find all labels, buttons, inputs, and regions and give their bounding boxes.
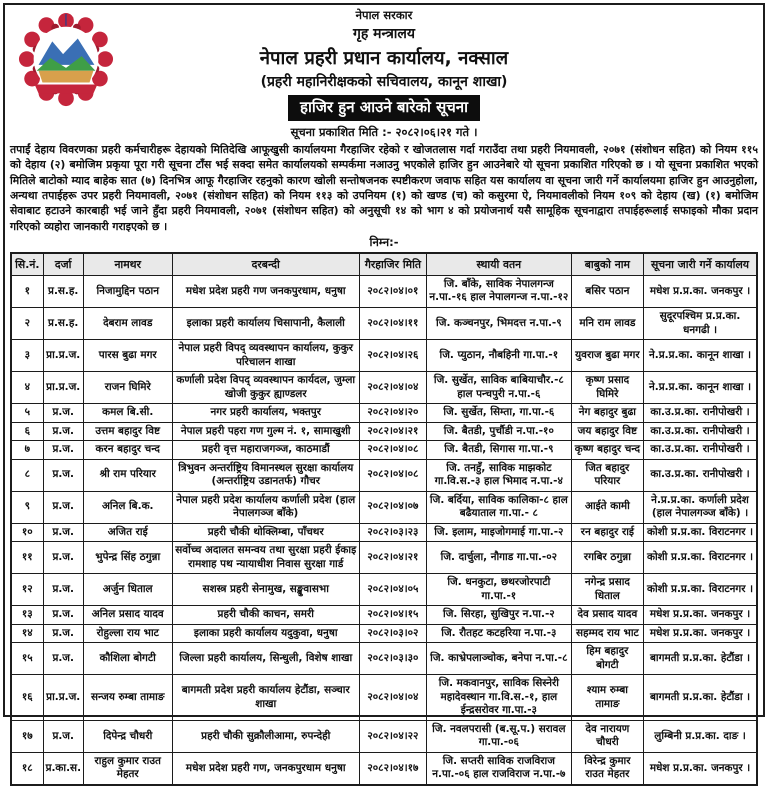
table-cell: कोशी प्र.प्र.का. विराटनगर । [644,574,757,606]
table-cell: सन्जय रुम्बा तामाङ [83,675,172,721]
table-cell: जित बहादुर परियार [571,459,643,491]
table-cell: पारस बुढा मगर [83,340,172,372]
notice-title-band: हाजिर हुन आउने बारेको सूचना [288,95,480,121]
notice-document [3,3,765,781]
table-cell: आईते कामी [571,491,643,523]
table-cell: प्र.ज. [43,523,83,542]
table-cell: २०८२।०४।०४ [359,372,426,404]
table-cell: जय बहादुर विष्ट [571,422,643,441]
table-cell: निजामुद्दिन पठान [83,275,172,307]
table-cell: नेपाल प्रहरी प्रदेश कार्यालय कर्णाली प्रदेश (हाल नेपालगञ्ज बाँके) [172,491,359,523]
table-cell: प्र.स.ह. [43,275,83,307]
table-cell: २०८२।०४।२० [359,404,426,423]
table-cell: २०८२।०४।०७ [359,491,426,523]
table-cell: मधेश प्र.प्र.का. जनकपुर । [644,606,757,625]
table-cell: नेपाल प्रहरी पहरा गण गुल्म नं. १, सामाखुशी [172,422,359,441]
table-cell: हिम बहादुर बोगटी [571,643,643,675]
table-cell: २०८२।०४।०५ [359,574,426,606]
table-cell: प्र.का.स. [43,752,83,785]
table-cell: प्र.ज. [43,441,83,460]
table-cell: मधेश प्र.प्र.का. जनकपुर । [644,752,757,785]
table-cell: त्रिभुवन अन्तर्राष्ट्रिय विमानस्थल सुरक्षा कार्यालय (अन्तर्राष्ट्रिय उडानतर्फ) गौचर [172,459,359,491]
table-cell: का.उ.प्र.का. रानीपोखरी । [644,422,757,441]
table-cell: राहुल कुमार राउत मेहतर [83,752,172,785]
table-cell: देव प्रसाद यादव [571,606,643,625]
table-cell: प्र.ज. [43,491,83,523]
table-cell: देबराम लावड [83,308,172,340]
table-cell: १५ [11,643,43,675]
column-header: गैरहाजिर मिति [359,253,426,276]
table-cell: अनिल बि.क. [83,491,172,523]
table-cell: ११ [11,542,43,574]
table-cell: दिपेन्द्र चौधरी [83,720,172,752]
table-row [11,574,757,606]
table-cell: १७ [11,720,43,752]
document-header [10,8,758,140]
table-cell: जि. काभ्रेपलाञ्चोक, बनेपा न.पा.-८ [426,643,571,675]
table-cell: बागमती प्र.प्र.का. हेटौंडा । [644,675,757,721]
table-cell: देव नारायण चौधरी [571,720,643,752]
table-cell: प्रहरी चौकी काचन, समरी [172,606,359,625]
table-cell: ६ [11,422,43,441]
table-cell: प्रा.प्र.ज. [43,675,83,721]
table-cell: १८ [11,752,43,785]
table-cell: इलाका प्रहरी कार्यालय यदुकुवा, धनुषा [172,624,359,643]
table-row [11,422,757,441]
table-cell: ने.प्र.प्र.का. कर्णाली प्रदेश (हाल नेपालगञ्ज बाँके) । [644,491,757,523]
table-cell: कौशिला बोगटी [83,643,172,675]
table-cell: प्रहरी चौकी सुक्रौलीआमा, रुपन्देही [172,720,359,752]
table-cell: जि. बैतडी, पुर्चौडी न.पा.-१० [426,422,571,441]
table-cell: श्री राम परियार [83,459,172,491]
table-cell: २०८२।०४।०१ [359,275,426,307]
table-cell: सर्वोच्च अदालत समन्वय तथा सुरक्षा प्रहरी ईकाइ रामशाह पथ न्यायाधीश निवास सुरक्षा गार्ड [172,542,359,574]
column-header: सूचना जारी गर्ने कार्यालय [644,253,757,276]
table-cell: २ [11,308,43,340]
table-cell: जि. बर्दिया, साविक कालिका-८ हाल बढैयाताल गा.पा.- ८ [426,491,571,523]
table-cell: लुम्बिनी प्र.प्र.का. दाङ । [644,720,757,752]
table-cell: श्याम रुम्बा तामाङ [571,675,643,721]
table-cell: ने.प्र.प्र.का. कानून शाखा । [644,340,757,372]
table-cell: कृष्ण प्रसाद घिमिरे [571,372,643,404]
table-row [11,491,757,523]
table-cell: अजित राई [83,523,172,542]
table-cell: अर्जुन धिताल [83,574,172,606]
table-row [11,720,757,752]
table-cell: सशस्त्र प्रहरी सेनामुख, सङ्खुवासभा [172,574,359,606]
table-row [11,404,757,423]
table-row [11,441,757,460]
table-cell: जि. बैतडी, सिगास गा.पा.-९ [426,441,571,460]
table-cell: रोहुल्ला राय भाट [83,624,172,643]
table-cell: जि. सुर्खेत, साविक बाबियाचौर.-८ हाल पन्चपुरी न.पा.-६ [426,372,571,404]
table-cell: १४ [11,624,43,643]
table-cell: प्र.ज. [43,404,83,423]
table-cell: मनि राम लावड [571,308,643,340]
table-cell: ने.प्र.प्र.का. कानून शाखा । [644,372,757,404]
table-cell: बसिर पठान [571,275,643,307]
table-cell: १० [11,523,43,542]
table-cell: करन बहादुर चन्द [83,441,172,460]
table-cell: २०८२।०४।२१ [359,422,426,441]
table-cell: २०८२।०३।०२ [359,624,426,643]
table-cell: मधेश प्र.प्र.का. जनकपुर । [644,624,757,643]
table-row [11,459,757,491]
table-cell: जि. दार्चुला, नौगाड गा.पा.-०२ [426,542,571,574]
column-header: सि.नं. [11,253,43,276]
column-header: बाबुको नाम [571,253,643,276]
table-cell: बागमती प्रदेश प्रहरी कार्यालय हेटौंडा, सञ्चार शाखा [172,675,359,721]
table-cell: २०८२।०४।०४ [359,675,426,721]
table-cell: प्र.ज. [43,422,83,441]
nepal-government-emblem-icon [16,12,116,110]
table-cell: २०८२।०४।२२ [359,720,426,752]
list-intro: निम्न:- [369,234,399,249]
table-cell: प्रा.प्र.ज. [43,340,83,372]
table-cell: मधेश प्र.प्र.का. जनकपुर । [644,275,757,307]
table-cell: इलाका प्रहरी कार्यालय चिसापानी, कैलाली [172,308,359,340]
table-row [11,372,757,404]
table-cell: जि. बाँके, साविक नेपालगन्ज न.पा.-१६ हाल नेपालगन्ज न.पा.-१२ [426,275,571,307]
table-cell: प्र.ज. [43,542,83,574]
table-cell: कोशी प्र.प्र.का. विराटनगर । [644,523,757,542]
table-cell: बागमती प्र.प्र.का. हेटौंडा । [644,643,757,675]
published-date: सूचना प्रकाशित मिति :- २०८२।०६।२१ गते । [290,125,478,139]
table-cell: प्रहरी चौकी थोक्लिम्बा, पाँचथर [172,523,359,542]
table-cell: ७ [11,441,43,460]
table-cell: २०८२।०४।०८ [359,441,426,460]
table-cell: कमल बि.सी. [83,404,172,423]
table-cell: मधेश प्रदेश प्रहरी गण जनकपुरधाम, धनुषा [172,275,359,307]
table-cell: १ [11,275,43,307]
table-cell: प्र.ज. [43,606,83,625]
column-header: दरबन्दी [172,253,359,276]
table-cell: २०८२।०४।२१ [359,542,426,574]
table-cell: २०८२।०४।२६ [359,340,426,372]
table-cell: २०८२।०४।११ [359,308,426,340]
table-cell: २०८२।०३।३० [359,643,426,675]
table-cell: २०८२।०४।१५ [359,606,426,625]
column-header: स्थायी वतन [426,253,571,276]
table-cell: जि. सिरहा, सुखिपुर न.पा.-२ [426,606,571,625]
table-row [11,606,757,625]
table-cell: १३ [11,606,43,625]
table-cell: जि. धनकुटा, छथरजोरपाटी गा.पा.-१ [426,574,571,606]
table-cell: सहम्मद राय भाट [571,624,643,643]
table-cell: मधेश प्रदेश प्रहरी गण, जनकपुरधाम धनुषा [172,752,359,785]
table-body [11,275,757,784]
table-cell: प्र.ज. [43,459,83,491]
table-cell: नगेन्द्र प्रसाद धिताल [571,574,643,606]
ministry-name: गृह मन्त्रालय [352,26,416,42]
table-cell: नगर प्रहरी कार्यालय, भक्तपुर [172,404,359,423]
table-cell: नेग बहादुर बुढा [571,404,643,423]
table-cell: ३ [11,340,43,372]
table-cell: २०८२।०३।२३ [359,523,426,542]
table-row [11,752,757,785]
table-cell: सुदूरपश्चिम प्र.प्र.का. धनगढी । [644,308,757,340]
table-cell: जि. नवलपरासी (ब.सू.प.) सरावल गा.पा.-०६ [426,720,571,752]
table-cell: जि. इलाम, माइजोगमाई गा.पा.-२ [426,523,571,542]
table-row [11,340,757,372]
government-name: नेपाल सरकार [355,8,413,22]
table-cell: कर्णाली प्रदेश विपद् व्यवस्थापन कार्यदल, जुम्ला खोजी कुकुर ह्याण्डलर [172,372,359,404]
table-cell: प्र.ज. [43,574,83,606]
table-cell: का.उ.प्र.का. रानीपोखरी । [644,459,757,491]
table-cell: अनिल प्रसाद यादव [83,606,172,625]
column-header: दर्जा [43,253,83,276]
office-name: नेपाल प्रहरी प्रधान कार्यालय, नक्साल [259,48,509,69]
table-row [11,675,757,721]
table-cell: २०८२।०४।१७ [359,752,426,785]
table-cell: का.उ.प्र.का. रानीपोखरी । [644,441,757,460]
table-cell: का.उ.प्र.का. रानीपोखरी । [644,404,757,423]
table-cell: १२ [11,574,43,606]
table-cell: जि. प्युठान, नौबहिनी गा.पा.-१ [426,340,571,372]
notice-body-paragraph: तपाईं देहाय विवरणका प्रहरी कर्मचारीहरू देहायको मितिदेखि आफूखुसी कार्यालयमा गैरहाजिर रहेको र खोजतलास गर्दा गराउँदा तथा प्रहरी नियमावली, २०७१ (संशोधन सहित) को नियम ११५ को देहाय (२) बमोजिम प्रकृया पूरा गरी सूचना टाँस भई सक्दा समेत कार्यालयको सम्पर्कमा नआउनु भएकोले हाजिर हुन आउनेबारे यो सूचना प्रकाशित गरिएको छ । यो सूचना प्रकाशित भएको मितिले बाटोको म्याद बाहेक सात (७) दिनभित्र आफू गैरहाजिर रहनुको कारण खोली सन्तोषजनक स्पष्टीकरण जवाफ सहित यस कार्यालय वा सूचना जारी गर्ने कार्यालयमा हाजिर हुन आउनुहोला, अन्यथा तपाईहरू उपर प्रहरी नियमावली, २०७१ (संशोधन सहित) को नियम ११३ को उपनियम (१) को खण्ड (च) को कसुरमा ऐ, नियमावलीको नियम १०९ को देहाय (ख) (१) बमोजिम सेवाबाट हटाउने कारबाही भई जाने हुँदा प्रहरी नियमावली, २०७१ (संशोधन सहित) को अनुसूची १४ को भाग ४ को प्रयोजनार्थ यसै सामूहिक सूचनाद्वारा तपाईहरूलाई सफाइको मौका प्रदान गरिएको व्यहोरा जानकारी गराइएको छ । [10,143,758,233]
table-cell: नेपाल प्रहरी विपद् व्यवस्थापन कार्यालय, कुकुर परिचालन शाखा [172,340,359,372]
table-cell: विरेन्द्र कुमार राउत मेहतर [571,752,643,785]
table-row [11,542,757,574]
table-cell: प्रहरी वृत्त महाराजगञ्ज, काठमाडौं [172,441,359,460]
table-row [11,643,757,675]
table-cell: ९ [11,491,43,523]
table-row [11,308,757,340]
table-cell: जि. सप्तरी साविक राजविराज न.पा.-०६ हाल राजविराज न.पा.-७ [426,752,571,785]
table-cell: कोशी प्र.प्र.का. विराटनगर । [644,542,757,574]
table-cell: जि. तनहुँ, साविक माझकोट गा.वि.स.-३ हाल भिमाद न.पा.-४ [426,459,571,491]
table-row [11,275,757,307]
table-cell: २०८२।०४।०८ [359,459,426,491]
table-cell: जिल्ला प्रहरी कार्यालय, सिन्धुली, विशेष शाखा [172,643,359,675]
table-cell: कृष्ण बहादुर चन्द [571,441,643,460]
table-cell: जि. मकवानपुर, साविक सिस्नेरी महादेवस्थान गा.वि.स.-१, हाल ईन्द्रसरोवर गा.पा.-३ [426,675,571,721]
table-cell: जि. रौतहट कटहरिया न.पा.-३ [426,624,571,643]
column-header: नामथर [83,253,172,276]
table-cell: प्रा.प्र.ज. [43,372,83,404]
table-cell: रन बहादुर राई [571,523,643,542]
table-cell: राजन घिमिरे [83,372,172,404]
table-cell: प्र.स.ह. [43,308,83,340]
table-cell: ४ [11,372,43,404]
table-row [11,624,757,643]
table-cell: ८ [11,459,43,491]
personnel-table-wrap [10,252,758,786]
branch-name: (प्रहरी महानिरीक्षकको सचिवालय, कानून शाखा) [260,74,508,90]
table-cell: भुपेन्द्र सिंह ठगुन्ना [83,542,172,574]
table-cell: रगबिर ठगुन्ना [571,542,643,574]
personnel-table [10,252,758,786]
table-cell: युवराज बुढा मगर [571,340,643,372]
table-cell: प्र.ज. [43,643,83,675]
table-cell: १६ [11,675,43,721]
table-cell: प्र.ज. [43,720,83,752]
table-cell: प्र.ज. [43,624,83,643]
table-cell: ५ [11,404,43,423]
table-cell: उत्तम बहादुर विष्ट [83,422,172,441]
table-cell: जि. सुर्खेत, सिम्ता, गा.पा.-६ [426,404,571,423]
table-cell: जि. कञ्चनपुर, भिमदत्त न.पा.-९ [426,308,571,340]
table-row [11,523,757,542]
table-header-row [11,253,757,276]
